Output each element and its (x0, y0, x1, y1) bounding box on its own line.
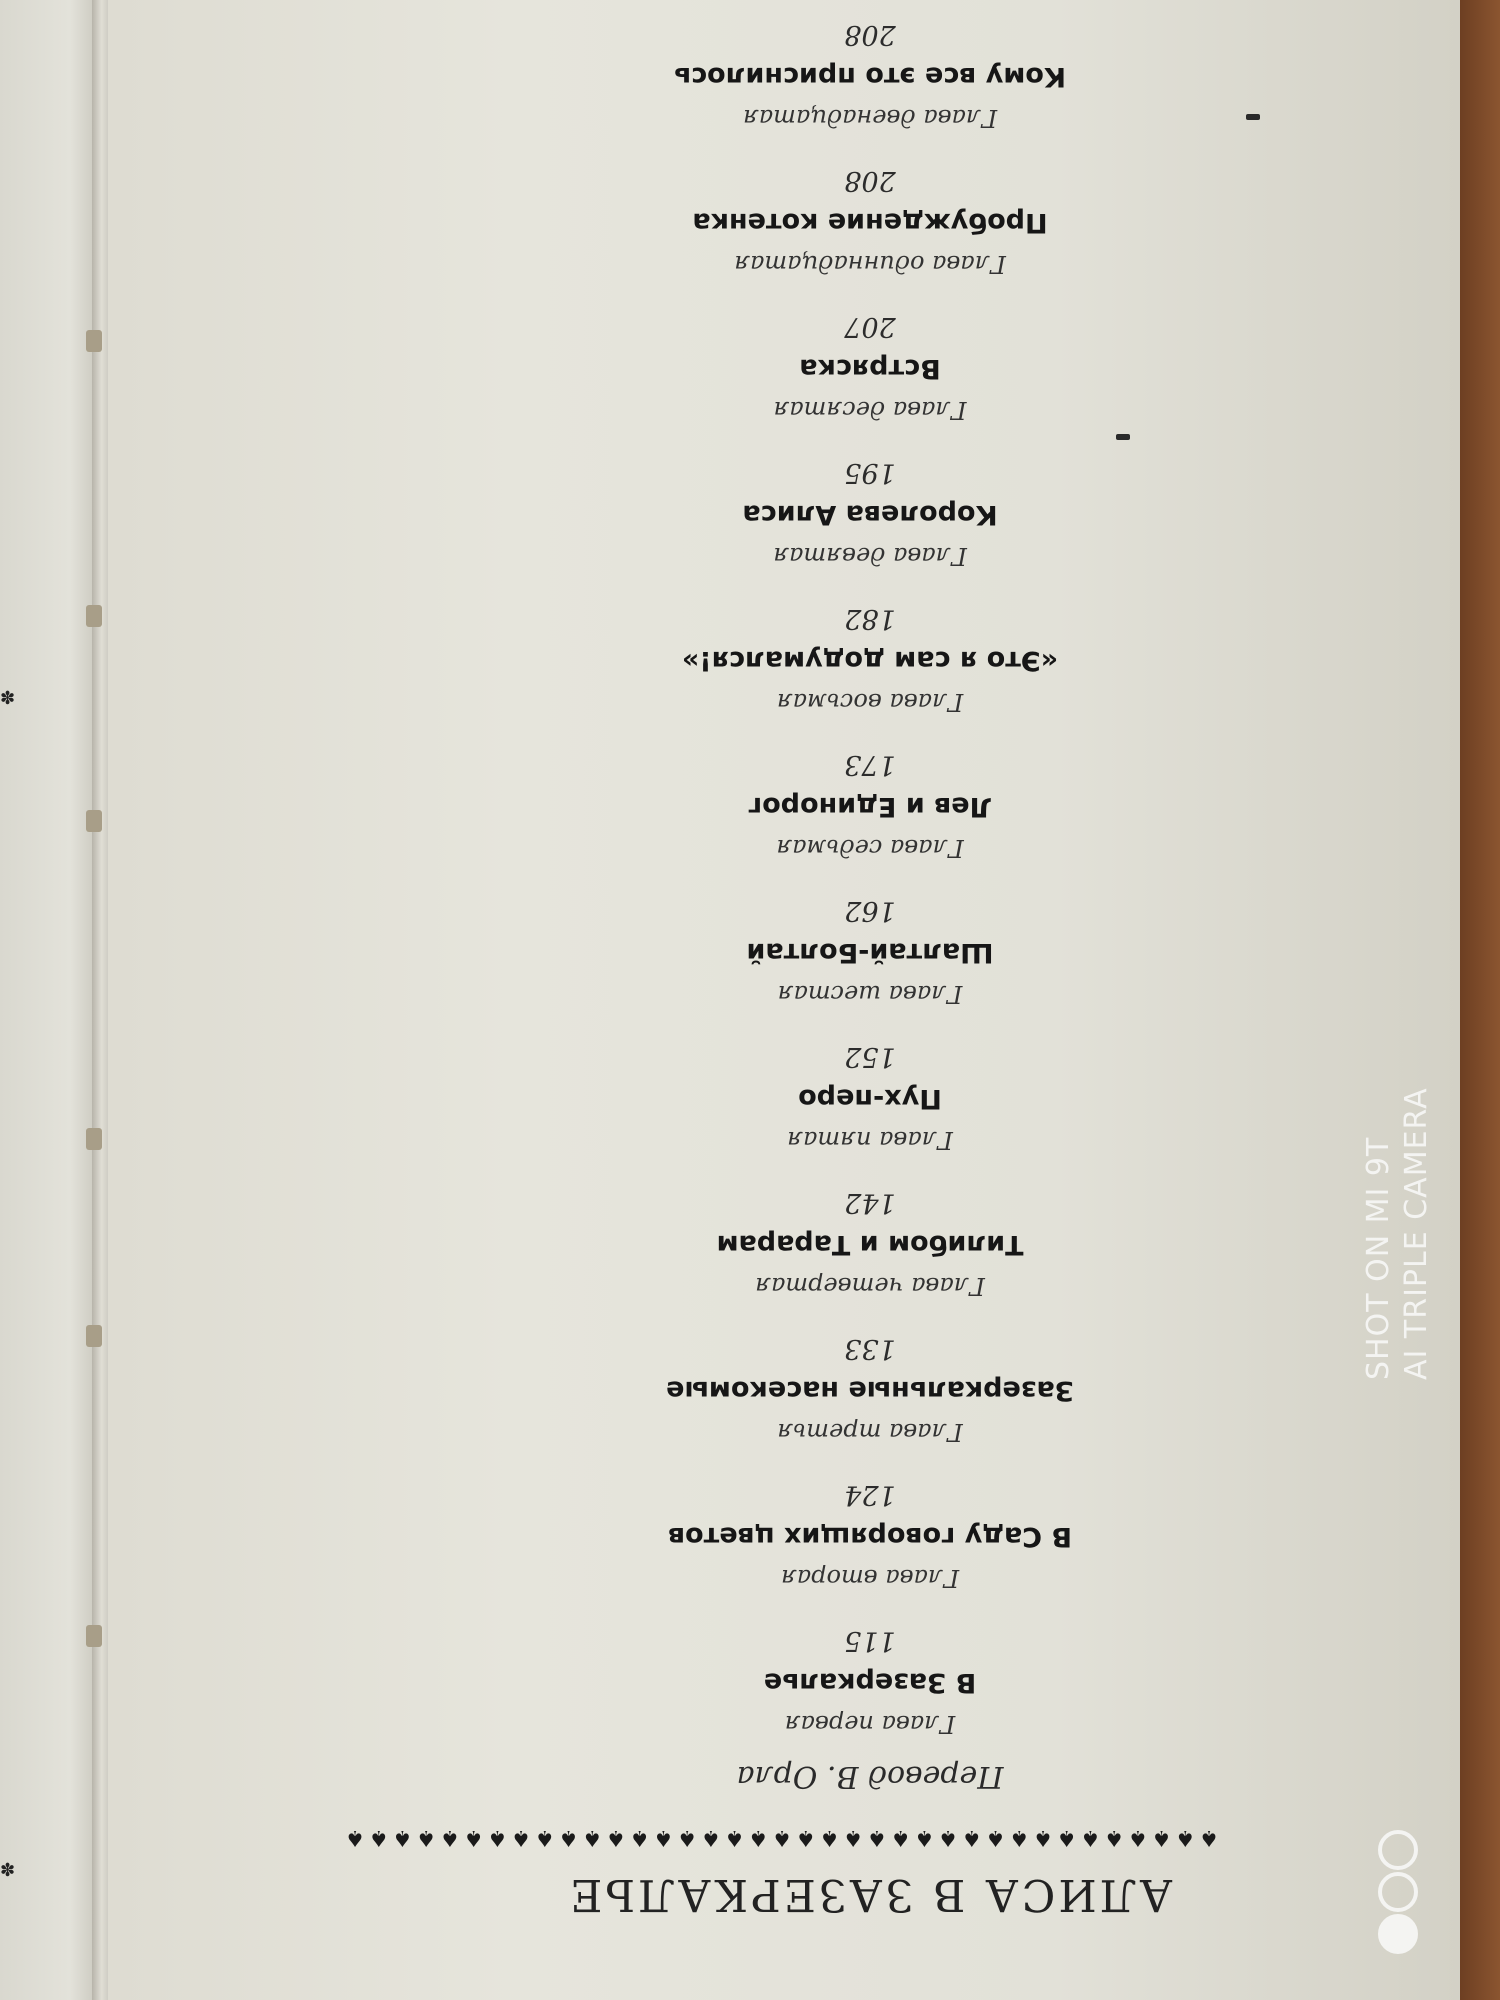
chapter-number: Глава десятая (773, 396, 967, 424)
page-number: 182 (844, 603, 896, 634)
lens-dot-icon (1378, 1914, 1418, 1954)
page-number: 115 (844, 1625, 896, 1656)
toc-entry (530, 1328, 1210, 1452)
page-number: 173 (844, 749, 896, 780)
toc-entry (530, 14, 1210, 138)
book-gutter (92, 0, 108, 2000)
chapter-title: Встряска (799, 353, 941, 384)
chapter-number: Глава восьмая (776, 688, 964, 716)
toc-entry (530, 452, 1210, 576)
book-page (108, 0, 1460, 2000)
binding-stitch (86, 1325, 102, 1347)
page-number: 208 (844, 165, 896, 196)
table-surface (1460, 0, 1500, 2000)
chapter-number: Глава седьмая (776, 834, 964, 862)
chapter-number: Глава девятая (773, 542, 967, 570)
page-number: 152 (844, 1041, 896, 1072)
chapter-number: Глава двенадцатая (742, 104, 998, 132)
chapter-title: Кому все это приснилось (674, 61, 1066, 92)
page-number: 207 (844, 311, 896, 342)
page-number: 124 (844, 1479, 896, 1510)
chapter-number: Глава третья (777, 1418, 963, 1446)
page-number: 142 (844, 1187, 896, 1218)
watermark-line-1: SHOT ON MI 9T (1361, 1136, 1396, 1380)
page-number: 162 (844, 895, 896, 926)
chapter-title: Шалтай-Болтай (746, 937, 994, 968)
chapter-number: Глава четвертая (755, 1272, 985, 1300)
toc-entry (530, 598, 1210, 722)
binding-stitch (86, 1625, 102, 1647)
page-number: 195 (844, 457, 896, 488)
toc-entry (530, 1182, 1210, 1306)
table-of-contents (108, 0, 1460, 2000)
lens-ring-icon (1378, 1872, 1418, 1912)
chapter-title: Пробуждение котенка (692, 207, 1048, 238)
chapter-number: Глава шестая (777, 980, 963, 1008)
toc-entry (530, 306, 1210, 430)
toc-entry (530, 1620, 1210, 1744)
binding-stitch (86, 330, 102, 352)
chapter-title: Зазеркальные насекомые (666, 1375, 1074, 1406)
chapter-title: Лев и Единорог (748, 791, 992, 822)
chapter-number: Глава вторая (780, 1564, 960, 1592)
chapter-title: «Это я сам додумался!» (681, 645, 1059, 676)
chapter-number: Глава одиннадцатая (734, 250, 1006, 278)
chapter-title: В Зазеркалье (763, 1667, 977, 1698)
binding-stitch (86, 605, 102, 627)
chapter-number: Глава пятая (787, 1126, 953, 1154)
ornament-icon: ✽ (0, 1860, 16, 1881)
chapter-title: Тилибом и Тарарам (716, 1229, 1024, 1260)
chapter-title: Королева Алиса (742, 499, 998, 530)
page-speck (1246, 114, 1260, 120)
toc-entry (530, 1036, 1210, 1160)
binding-stitch (86, 810, 102, 832)
lens-ring-icon (1378, 1830, 1418, 1870)
book-title: АЛИСА В ЗАЗЕРКАЛЬЕ (567, 1869, 1173, 1920)
toc-entry (530, 744, 1210, 868)
ornament-icon: ✽ (0, 688, 16, 709)
ornament-border: ♠♠♠♠♠♠♠♠♠♠♠♠♠♠♠♠♠♠♠♠♠♠♠♠♠♠♠♠♠♠♠♠♠♠♠♠♠ (341, 1825, 1219, 1850)
camera-logo-icon (1370, 1830, 1430, 1950)
page-speck (1116, 434, 1130, 440)
watermark-line-2: AI TRIPLE CAMERA (1399, 1087, 1434, 1380)
camera-watermark (1360, 880, 1440, 1380)
page-number: 208 (844, 19, 896, 50)
chapter-title: В Саду говорящих цветов (667, 1521, 1073, 1552)
page-number: 133 (844, 1333, 896, 1364)
toc-entry (530, 160, 1210, 284)
previous-page-edge (0, 0, 100, 2000)
toc-entry (530, 1474, 1210, 1598)
translator-credit: Перевод В. Орла (736, 1759, 1004, 1794)
chapter-title: Пух-перо (798, 1083, 942, 1114)
toc-entry (530, 890, 1210, 1014)
binding-stitch (86, 1128, 102, 1150)
chapter-number: Глава первая (784, 1710, 956, 1738)
